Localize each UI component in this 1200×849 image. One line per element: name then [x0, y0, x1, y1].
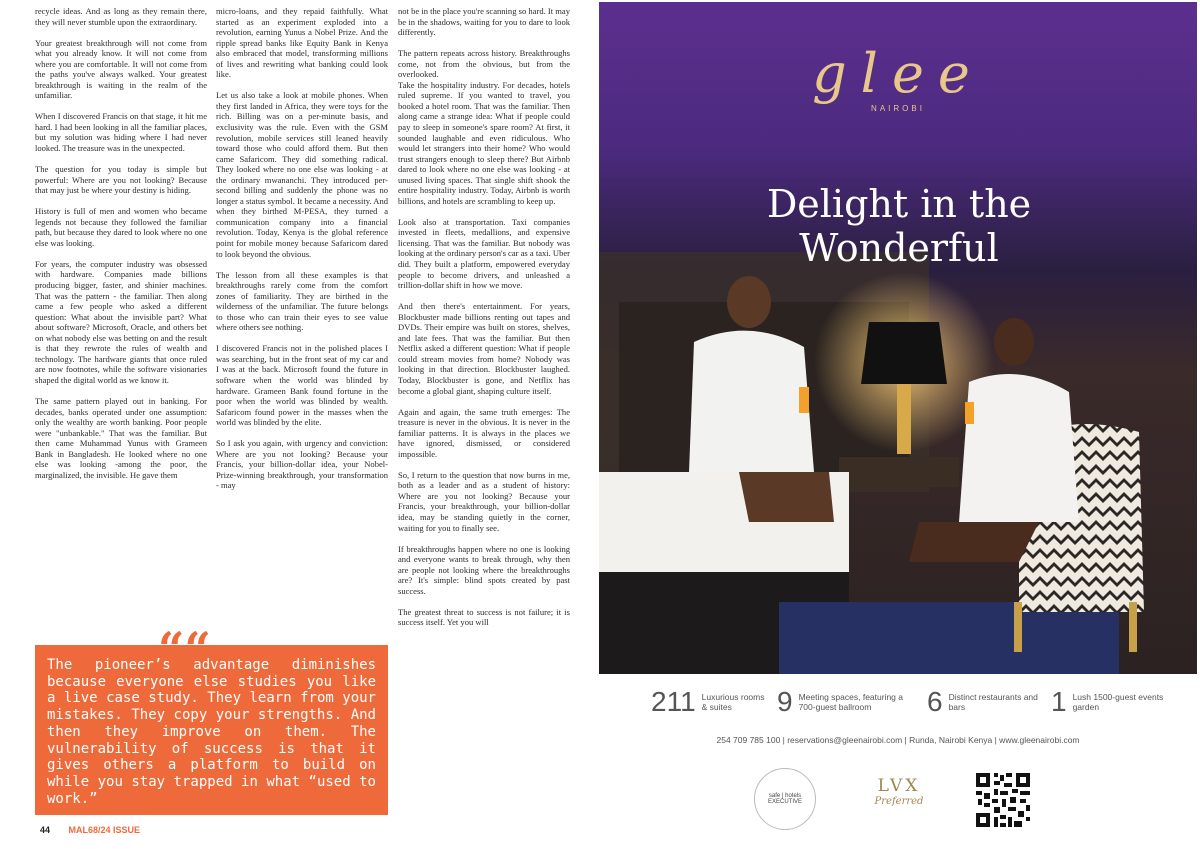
paragraph: not be in the place you're scanning so hard. It may be in the shadows, waiting for you to dare to look differently. — [398, 6, 570, 38]
paragraph: So, I return to the question that now burns in me, both as a leader and as a student of history: Where are you not looking? Because your Francis, your breakthrough, your billion-dollar idea, may be standing quietly in the corner, waiting for you to finally see. — [398, 469, 570, 533]
award-badges — [754, 768, 1054, 832]
stat-item — [777, 686, 911, 718]
paragraph: The question for you today is simple but powerful: Where are you not looking? Because that may just be where your destiny is hiding. — [35, 164, 207, 196]
safe-hotels-badge-icon: safe | hotels EXECUTIVE — [754, 768, 816, 830]
paragraph: I discovered Francis not in the polished places I was searching, but in the front seat of my car and I was at the back. Microsoft found the future in software when the world was blinded by hardware. Grameen Bank found fortune in the poor when the world was blinded by wealth. Safaricom found power in the masses when the world was blinded by the elite. — [216, 343, 388, 428]
paragraph: For years, the computer industry was obsessed with hardware. Companies made billions producing bigger, faster, and shinier machines. That was the pattern - the familiar. Then along came a few people who asked a different question: What about the invisible part? What about software? Microsoft, Oracle, and others bet on what nobody else was betting on and the result is that they rewrote the rules of wealth and technology. The hardware giants that once ruled are now footnotes, while the software visionaries shaped the digital world as we know it. — [35, 258, 207, 385]
stat-text: Lush 1500-guest events garden — [1072, 692, 1164, 712]
hotel-advertisement — [599, 2, 1197, 761]
stat-number: 6 — [927, 686, 943, 717]
paragraph: Your greatest breakthrough will not come from what you already know. It will not come from where you are comfortable. It will not come from the paths you've always walked. Your greatest breakthrough is waiting in the realm of the unfamiliar. — [35, 37, 207, 101]
issue-label: MAL68/24 ISSUE — [68, 825, 141, 835]
stat-item — [1051, 686, 1173, 718]
hotel-stats — [599, 678, 1197, 726]
stat-number: 211 — [651, 686, 696, 717]
page-number: 44 — [40, 825, 51, 835]
stat-number: 1 — [1051, 686, 1067, 717]
glee-logo: glee — [812, 42, 984, 105]
glee-logo-sub: NAIROBI — [871, 104, 925, 113]
paragraph: Let us also take a look at mobile phones. When they first landed in Africa, they were toys for the rich. Billing was on a per-minute basis, and exclusivity was the rule. Even with the GSM revolution, mobile services still leaned heavily toward those who could afford them. But then came Safaricom. They did something radical. They looked where no one else was looking - at the ordinary mwananchi. They introduced per-second billing and suddenly the phone was no longer a status symbol. It became a necessity. And when they birthed M-PESA, they turned a communication company into a financial revolution. Today, Kenya is the global reference point for mobile money because Safaricom dared to look beyond the obvious. — [216, 90, 388, 259]
hotel-photo — [599, 2, 1197, 674]
lvx-badge-sub: Preferred — [874, 796, 924, 807]
stat-text: Distinct restaurants and bars — [948, 692, 1038, 712]
paragraph: recycle ideas. And as long as they remain there, they will never stumble upon the extraordinary. — [35, 6, 207, 27]
stat-text: Meeting spaces, featuring a 700-guest ballroom — [798, 692, 904, 712]
page-footer — [40, 825, 140, 835]
qr-code-icon[interactable] — [974, 771, 1032, 829]
paragraph: The greatest threat to success is not failure; it is success itself. Yet you will — [398, 606, 570, 628]
lvx-badge-title: LVX — [877, 776, 921, 796]
stat-number: 9 — [777, 686, 793, 717]
stat-item — [651, 686, 772, 718]
ad-tagline: Delight in the Wonderful — [766, 182, 1032, 270]
paragraph: If breakthroughs happen where no one is looking and everyone wants to break through, why then are people not looking where the breakthroughs are? It's simple: blind spots created by past success. — [398, 543, 570, 596]
stat-item — [927, 686, 1039, 718]
pull-quote-box — [35, 645, 388, 815]
quote-mark-icon: ““ — [158, 622, 211, 676]
paragraph: micro-loans, and they repaid faithfully. What started as an experiment exploded into a revolution, earning Yunus a Nobel Prize. And the ripple spread banks like Equity Bank in Kenya also embraced that model, transforming millions of lives and rewriting what banking could look like. — [216, 6, 388, 80]
pull-quote-text: The pioneer’s advantage diminishes because everyone else studies you like a live case study. They learn from your mistakes. They copy your strengths. And then they improve on them. The vulnerability of success is that it gives others a platform to build on while you stay trapped in what “used to work.” — [47, 657, 376, 807]
lvx-badge — [858, 776, 940, 824]
paragraph: History is full of men and women who became legends not because they followed the familiar path, but because they dared to look where no one else was looking. — [35, 206, 207, 248]
paragraph: The same pattern played out in banking. For decades, banks operated under one assumption: only the wealthy are worth banking. Poor people were "unbankable." That was the familiar. But then came Muhammad Yunus with Grameen Bank in Bangladesh. He looked where no one else was looking -among the poor, the marginalized, the invisible. He gave them — [35, 395, 207, 480]
hotel-contact-line: 254 709 785 100 | reservations@gleenairobi.com | Runda, Nairobi Kenya | www.gleenairobi.com — [716, 735, 1080, 745]
paragraph: When I discovered Francis on that stage, it hit me hard. I had been looking in all the familiar places, but my solution was hiding where I had never looked. The treasure was in the unexpected. — [35, 111, 207, 154]
stat-text: Luxurious rooms & suites — [701, 692, 765, 712]
article-column-1 — [35, 6, 207, 491]
paragraph: And then there's entertainment. For years, Blockbuster made billions renting out tapes and DVDs. Their empire was built on stores, shelves, and late fees. That was the familiar. But then Netflix asked a different question: What if people could stream movies from home? Nobody was looking in that direction. Blockbuster laughed. Today, Blockbuster is gone, and Netflix has become a global giant, shaping culture itself. — [398, 301, 570, 396]
paragraph: So I ask you again, with urgency and conviction: Where are you not looking? Because your Francis, your billion-dollar idea, your Nobel-Prize-winning breakthrough, your transformation - may — [216, 438, 388, 491]
paragraph: The pattern repeats across history. Breakthroughs come, not from the obvious, but from the overlooked. Take the hospitality industry. For decades, hotels ruled supreme. If you wanted to travel, you booked a hotel room. That was the familiar. Then along came a strange idea: What if people could pay to sleep in someone's spare room? At first, it sounded laughable and even ridiculous. Who would let strangers into their home? Who would trust strangers enough to sleep there? But Airbnb dared to look where no one else was looking - at unused living spaces. That single shift shook the entire hospitality industry. Today, Airbnb is worth billions, and hotels are scrambling to keep up. — [398, 48, 570, 206]
paragraph: Look also at transportation. Taxi companies invested in fleets, medallions, and expensive licensing. That was the familiar. But nobody was looking at the ordinary person's car as a taxi. Uber did. They built a platform, empowered everyday people to become drivers, and unleashed a trillion-dollar shift in how we move. — [398, 216, 570, 291]
article-column-3 — [398, 6, 570, 638]
article-column-2 — [216, 6, 388, 501]
paragraph: The lesson from all these examples is that breakthroughs rarely come from the comfort zones of familiarity. They are birthed in the wilderness of the unfamiliar. The future belongs to those who can train their eyes to see value where others see nothing. — [216, 269, 388, 333]
paragraph: Again and again, the same truth emerges: The treasure is never in the obvious. It is never in the familiar patterns. It is always in the places we have ignored, dismissed, or considered impossible. — [398, 406, 570, 459]
